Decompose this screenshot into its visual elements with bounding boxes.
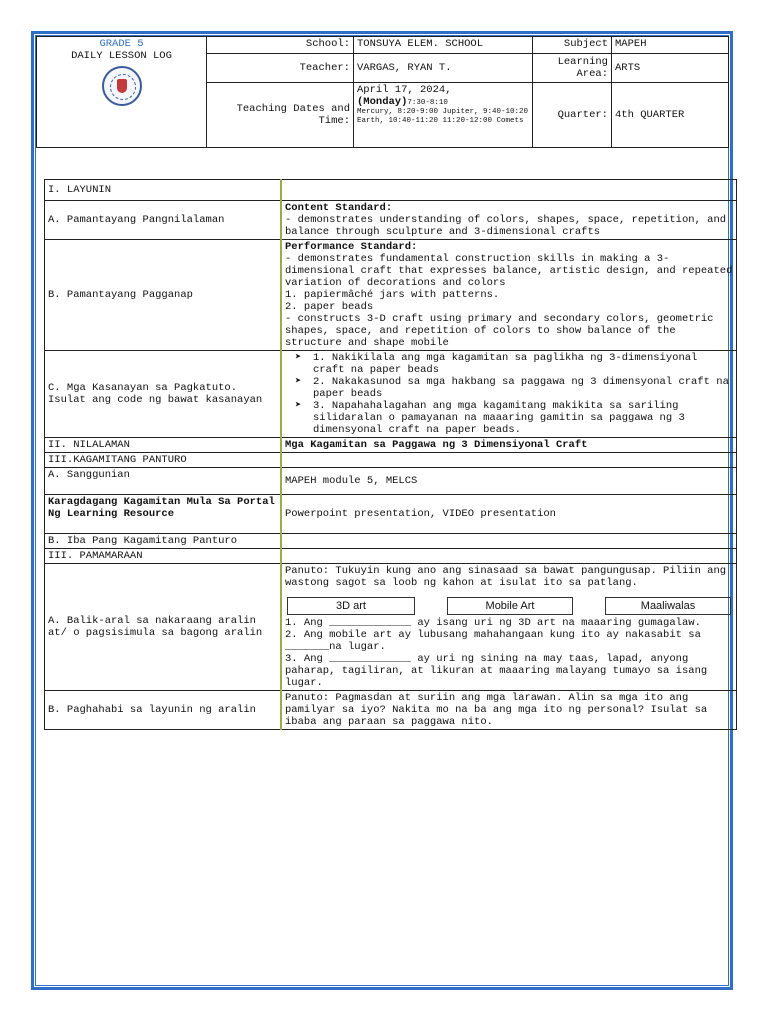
- table-row: [45, 564, 737, 691]
- quarter-value: 4th QUARTER: [612, 83, 729, 148]
- teacher-value: VARGAS, RYAN T.: [354, 54, 533, 83]
- sanggunian-value: MAPEH module 5, MELCS: [281, 468, 737, 495]
- learning-area-label: Learning Area:: [533, 54, 612, 83]
- school-label: School:: [207, 37, 354, 54]
- header-table: [36, 36, 729, 148]
- arrow-bullet-icon: ➤: [295, 352, 302, 364]
- choices-row: [287, 597, 731, 615]
- table-row: [45, 549, 737, 564]
- pamantayang-pagganap-label: B. Pamantayang Pagganap: [45, 240, 282, 351]
- dates-value: [354, 83, 533, 148]
- nilalaman-value: Mga Kagamitan sa Paggawa ng 3 Dimensiyonal Craft: [281, 438, 737, 453]
- pamantayang-pangnilalaman-label: A. Pamantayang Pangnilalaman: [45, 201, 282, 240]
- date-schedule: Mercury, 8:20-9:00 Jupiter, 9:40-10:20 Earth, 10:40-11:20 11:20-12:00 Comets: [357, 108, 529, 125]
- table-row: [45, 180, 737, 201]
- performance-standard-text-3: 2. paper beads: [285, 301, 374, 313]
- school-value: TONSUYA ELEM. SCHOOL: [354, 37, 533, 54]
- nilalaman-label: II. NILALAMAN: [45, 438, 282, 453]
- question-2: 2. Ang mobile art ay lubusang mahahangaan kung ito ay nakasabit sa _______na lugar.: [285, 629, 701, 653]
- dates-label: Teaching Dates and Time:: [207, 83, 354, 148]
- question-3: 3. Ang _____________ ay uri ng sining na may taas, lapad, anyong paharap, tagiliran, at likuran at maaaring malayang tumayo sa isang lugar.: [285, 653, 708, 689]
- content-standard-text: - demonstrates understanding of colors, shapes, space, repetition, and balance through sculpture and 3-dimensional crafts: [285, 214, 727, 238]
- karagdagang-value: Powerpoint presentation, VIDEO presentation: [281, 495, 737, 534]
- table-row: [45, 534, 737, 549]
- kasanayan-list: [285, 352, 733, 436]
- table-row: [45, 351, 737, 438]
- karagdagang-label: Karagdagang Kagamitan Mula Sa Portal Ng Learning Resource: [45, 495, 282, 534]
- sanggunian-label: A. Sanggunian: [45, 468, 282, 495]
- doc-title: DAILY LESSON LOG: [71, 50, 172, 62]
- paghahabi-label: B. Paghahabi sa layunin ng aralin: [45, 691, 282, 730]
- choice-box: Maaliwalas: [605, 597, 731, 615]
- subject-value: MAPEH: [612, 37, 729, 54]
- layunin-label: I. LAYUNIN: [45, 180, 282, 201]
- teacher-label: Teacher:: [207, 54, 354, 83]
- balik-aral-instructions: Panuto: Tukuyin kung ano ang sinasaad sa bawat pangungusap. Piliin ang wastong sagot sa loob ng kahon at isulat ito sa patlang.: [285, 565, 727, 589]
- performance-standard-text-2: 1. papiermâché jars with patterns.: [285, 289, 500, 301]
- table-row: [45, 495, 737, 534]
- table-row: [45, 453, 737, 468]
- balik-aral-label: A. Balik-aral sa nakaraang aralin at/ o pagsisimula sa bagong aralin: [45, 564, 282, 691]
- table-row: [45, 438, 737, 453]
- table-row: [45, 201, 737, 240]
- content-standard-heading: Content Standard:: [285, 202, 393, 214]
- performance-standard-heading: Performance Standard:: [285, 241, 418, 253]
- question-1: 1. Ang _____________ ay isang uri ng 3D art na maaaring gumagalaw.: [285, 617, 701, 629]
- table-row: [45, 468, 737, 495]
- list-item: ➤ 2. Nakakasunod sa mga hakbang sa paggawa ng 3 dimensyonal craft na paper beads: [295, 376, 729, 400]
- deped-seal-icon: [102, 66, 142, 106]
- kagamitan-label: III.KAGAMITANG PANTURO: [45, 453, 282, 468]
- list-item: ➤ 1. Nakikilala ang mga kagamitan sa paglikha ng 3-dimensiyonal craft na paper beads: [295, 352, 698, 376]
- arrow-bullet-icon: ➤: [295, 376, 302, 388]
- date-line-1: April 17, 2024,: [357, 84, 452, 96]
- pamamaraan-label: III. PAMAMARAAN: [45, 549, 282, 564]
- table-row: [45, 240, 737, 351]
- subject-label: Subject: [533, 37, 612, 54]
- table-row: [45, 691, 737, 730]
- lesson-table: [44, 179, 737, 730]
- date-day: (Monday): [357, 96, 408, 108]
- header-title-cell: [37, 37, 207, 148]
- list-item: ➤ 3. Napahahalagahan ang mga kagamitang makikita sa sariling silidaralan o pamayanan na maaaring gamitin sa paggawa ng 3 dimensyonal craft na paper beads.: [295, 400, 685, 436]
- paghahabi-text: Panuto: Pagmasdan at suriin ang mga larawan. Alin sa mga ito ang pamilyar sa iyo? Nakita mo na ba ang mga ito ng personal? Isulat sa ibaba ang paraan sa paggawa nito.: [281, 691, 737, 730]
- quarter-label: Quarter:: [533, 83, 612, 148]
- choice-box: Mobile Art: [447, 597, 573, 615]
- date-time: 7:30-8:10: [407, 99, 448, 107]
- kasanayan-label: C. Mga Kasanayan sa Pagkatuto. Isulat ang code ng bawat kasanayan: [45, 351, 282, 438]
- arrow-bullet-icon: ➤: [295, 400, 302, 412]
- performance-standard-text-4: - constructs 3-D craft using primary and secondary colors, geometric shapes, space, and repetition of colors to show balance of the structure and shape mobile: [285, 313, 714, 349]
- performance-standard-text-1: - demonstrates fundamental construction skills in making a 3- dimensional craft that expresses balance, artistic design, and repeated variation of decorations and colors: [285, 253, 733, 289]
- grade-label: GRADE 5: [99, 38, 144, 50]
- iba-pang-kagamitan-label: B. Iba Pang Kagamitang Panturo: [45, 534, 282, 549]
- choice-box: 3D art: [287, 597, 415, 615]
- learning-area-value: ARTS: [612, 54, 729, 83]
